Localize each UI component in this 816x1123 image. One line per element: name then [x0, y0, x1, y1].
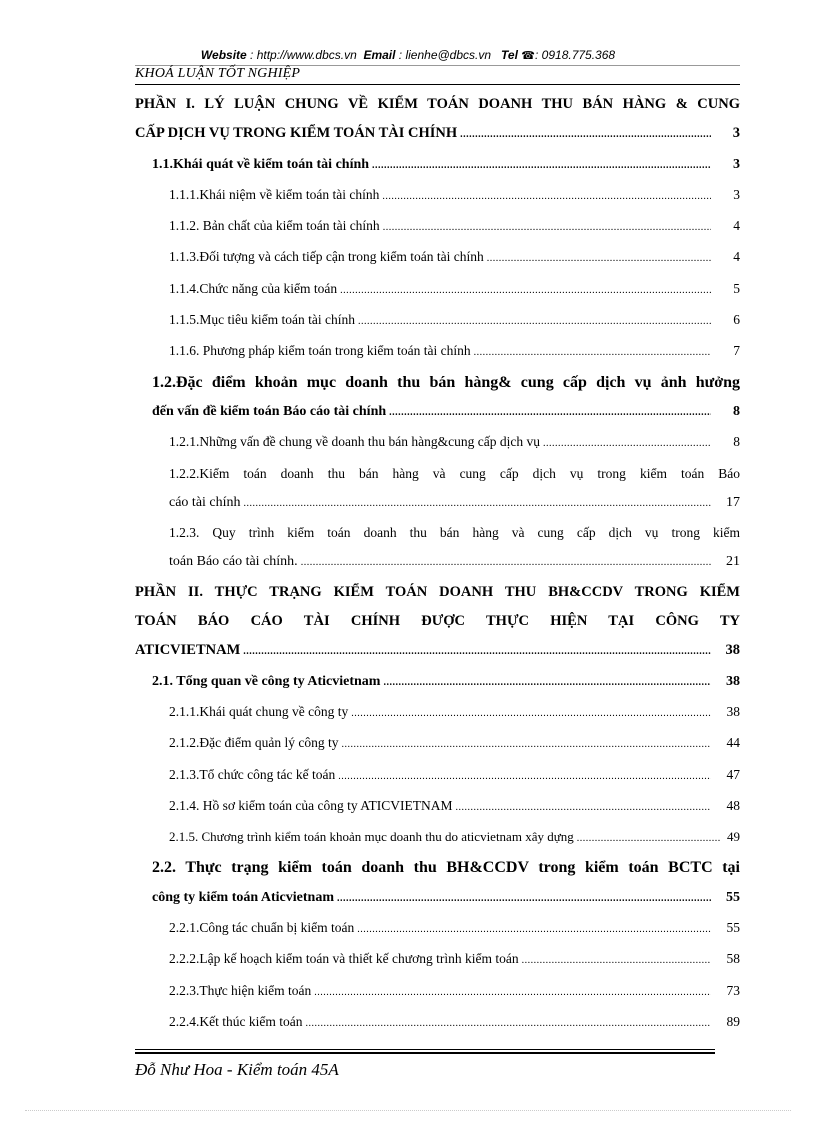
page-number: 58 — [726, 951, 740, 967]
page-number: 17 — [726, 494, 740, 510]
footer-divider — [135, 1049, 715, 1050]
page-number: 6 — [733, 312, 740, 328]
toc-item-1-1-3[interactable]: 1.1.3.Đối tượng và cách tiếp cận trong kiểm toán tài chính ..... 4 — [135, 242, 740, 273]
page-number: 7 — [733, 343, 740, 359]
toc-item-2-1-1[interactable]: 2.1.1.Khái quát chung về công ty ..... 38 — [135, 697, 740, 728]
page-number: 49 — [727, 829, 740, 845]
page-number: 3 — [733, 186, 740, 202]
toc-item-2-1-5[interactable]: 2.1.5. Chương trình kiểm toán khoản mục doanh thu do aticvietnam xây dựng ..... 49 — [135, 822, 740, 853]
toc-part-2[interactable]: PHẦN II. THỰC TRẠNG KIỂM TOÁN DOANH THU BH&CCDV TRONG KIỂM TOÁN BÁO CÁO TÀI CHÍNH ĐƯỢC THỰC HIỆN TẠI CÔNG TY ATICVIETNAM ..... 38 — [135, 578, 740, 667]
page-number: 3 — [732, 125, 740, 142]
page-number: 5 — [733, 280, 740, 296]
website-value[interactable]: : http://www.dbcs.vn — [250, 48, 357, 62]
document-title: KHOÁ LUẬN TỐT NGHIỆP — [135, 66, 301, 81]
toc-line: PHẦN I. LÝ LUẬN CHUNG VỀ KIỂM TOÁN DOANH THU BÁN HÀNG & CUNG — [135, 96, 740, 112]
toc-line: CẤP DỊCH VỤ TRONG KIỂM TOÁN TÀI CHÍNH — [135, 125, 458, 142]
page-number: 44 — [726, 735, 740, 751]
toc-section-2-2[interactable]: 2.2. Thực trạng kiểm toán doanh thu BH&CCDV trong kiểm toán BCTC tại công ty kiểm toán Aticvietnam ..... 55 — [135, 853, 740, 913]
toc-item-2-1-2[interactable]: 2.1.2.Đặc điểm quản lý công ty ..... 44 — [135, 728, 740, 759]
website-label: Website — [200, 48, 247, 62]
page-number: 4 — [733, 249, 740, 265]
page-number: 8 — [733, 403, 740, 419]
page-number: 8 — [733, 434, 740, 450]
title-underline — [135, 84, 740, 85]
footer-divider-thick — [135, 1052, 715, 1054]
tel-value: : 0918.775.368 — [535, 48, 616, 62]
page-edge — [25, 1110, 791, 1111]
email-value[interactable]: : lienhe@dbcs.vn — [398, 48, 492, 62]
site-header — [0, 48, 816, 62]
page-number: 73 — [726, 982, 740, 998]
page-number: 4 — [733, 218, 740, 234]
toc-item-2-1-4[interactable]: 2.1.4. Hồ sơ kiểm toán của công ty ATICVIETNAM ..... 48 — [135, 791, 740, 822]
toc-item-1-2-2[interactable]: 1.2.2.Kiểm toán doanh thu bán hàng và cung cấp dịch vụ trong kiểm toán Báo cáo tài chính ..... 17 — [135, 459, 740, 519]
page-number: 55 — [726, 889, 740, 905]
toc-section-1-1[interactable]: 1.1.Khái quát về kiểm toán tài chính ..... 3 — [135, 150, 740, 180]
toc-item-2-2-3[interactable]: 2.2.3.Thực hiện kiểm toán ..... 73 — [135, 976, 740, 1007]
toc-item-2-2-2[interactable]: 2.2.2.Lập kế hoạch kiểm toán và thiết kế chương trình kiểm toán ..... 58 — [135, 944, 740, 975]
page-number: 48 — [726, 797, 740, 813]
page-number: 89 — [726, 1013, 740, 1029]
toc-part-1[interactable] — [135, 90, 740, 150]
toc-section-2-1[interactable]: 2.1. Tổng quan về công ty Aticvietnam ..... 38 — [135, 667, 740, 697]
toc-item-2-2-1[interactable]: 2.2.1.Công tác chuẩn bị kiểm toán ..... 55 — [135, 913, 740, 944]
toc-item-1-1-1[interactable]: 1.1.1.Khái niệm về kiểm toán tài chính ..... 3 — [135, 180, 740, 211]
toc-item-2-1-3[interactable]: 2.1.3.Tổ chức công tác kế toán ..... 47 — [135, 760, 740, 791]
table-of-contents — [135, 90, 740, 1038]
email-label: Email — [363, 48, 396, 62]
page-number: 38 — [725, 642, 740, 659]
footer-author: Đỗ Như Hoa - Kiểm toán 45A — [135, 1060, 339, 1079]
toc-item-1-2-1[interactable]: 1.2.1.Những vấn đề chung về doanh thu bán hàng&cung cấp dịch vụ ..... 8 — [135, 427, 740, 458]
toc-item-2-2-4[interactable]: 2.2.4.Kết thúc kiểm toán ..... 89 — [135, 1007, 740, 1038]
page-number: 47 — [726, 766, 740, 782]
page-number: 55 — [726, 920, 740, 936]
page-number: 38 — [726, 673, 740, 689]
toc-item-1-1-5[interactable]: 1.1.5.Mục tiêu kiểm toán tài chính ..... 6 — [135, 305, 740, 336]
toc-item-1-1-6[interactable]: 1.1.6. Phương pháp kiểm toán trong kiểm toán tài chính ..... 7 — [135, 336, 740, 367]
tel-label: Tel — [501, 48, 518, 62]
page-number: 3 — [733, 156, 740, 172]
toc-item-1-1-4[interactable]: 1.1.4.Chức năng của kiểm toán ..... 5 — [135, 274, 740, 305]
toc-item-1-1-2[interactable]: 1.1.2. Bản chất của kiểm toán tài chính ..... 4 — [135, 211, 740, 242]
page-number: 38 — [726, 703, 740, 719]
page-number: 21 — [726, 554, 740, 570]
toc-item-1-2-3[interactable]: 1.2.3. Quy trình kiểm toán doanh thu bán hàng và cung cấp dịch vụ trong kiểm toán Báo cáo tài chính. ..... 21 — [135, 518, 740, 578]
phone-icon: ☎ — [521, 50, 535, 62]
toc-section-1-2[interactable]: 1.2.Đặc điểm khoản mục doanh thu bán hàng& cung cấp dịch vụ ảnh hưởng đến vấn đề kiểm toán Báo cáo tài chính ..... 8 — [135, 368, 740, 428]
